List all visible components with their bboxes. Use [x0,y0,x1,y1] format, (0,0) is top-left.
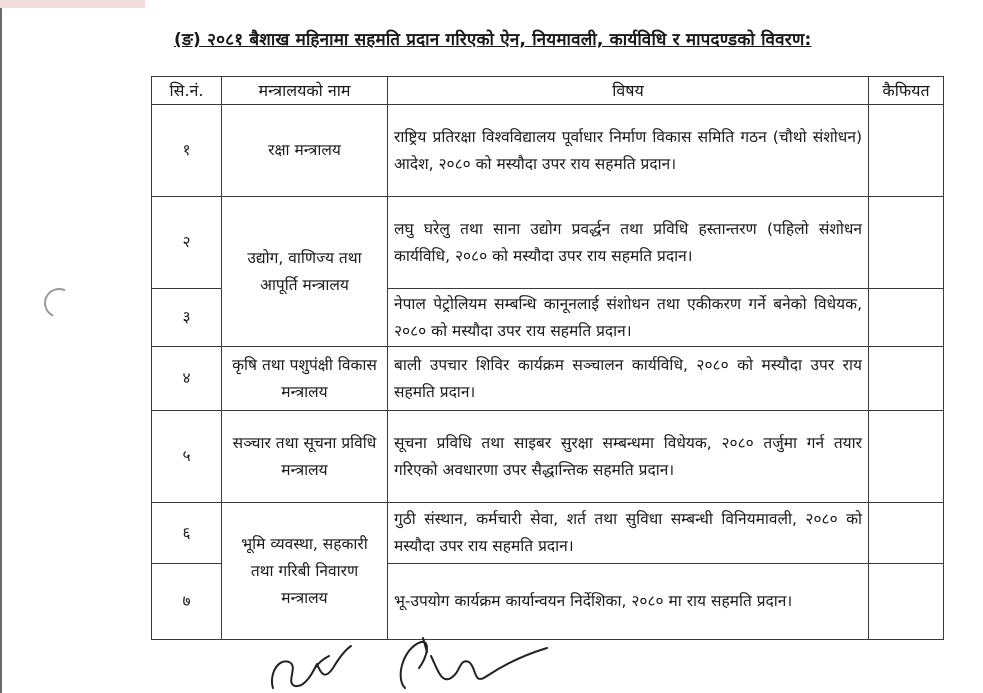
page-edge [0,0,2,693]
row-subject: बाली उपचार शिविर कार्यक्रम सञ्चालन कार्यविधि, २०८० को मस्यौदा उपर राय सहमति प्रदान। [388,347,869,411]
table-header-row [152,77,944,105]
row-subject: नेपाल पेट्रोलियम सम्बन्धि कानूनलाई संशोधन तथा एकीकरण गर्ने बनेको विधेयक, २०८० को मस्यौदा उपर राय सहमति प्रदान। [388,289,869,347]
row-subject: सूचना प्रविधि तथा साइबर सुरक्षा सम्बन्धमा विधेयक, २०८० तर्जुमा गर्न तयार गरिएको अवधारणा उपर सैद्धान्तिक सहमति प्रदान। [388,411,869,503]
section-heading: (ङ) २०८१ बैशाख महिनामा सहमति प्रदान गरिएको ऐन, नियमावली, कार्यविधि र मापदण्डको विवरण: [174,30,812,50]
row-remarks [869,347,944,411]
header-remarks: कैफियत [869,77,944,105]
row-remarks [869,289,944,347]
row-subject: राष्ट्रिय प्रतिरक्षा विश्वविद्यालय पूर्वाधार निर्माण विकास समिति गठन (चौथो संशोधन) आदेश, २०८० को मस्यौदा उपर राय सहमति प्रदान। [388,105,869,197]
row-sn: ३ [152,289,222,347]
row-ministry: रक्षा मन्त्रालय [222,105,388,197]
row-ministry: भूमि व्यवस्था, सहकारी तथा गरिबी निवारण मन्त्रालय [222,503,388,640]
row-ministry: उद्योग, वाणिज्य तथा आपूर्ति मन्त्रालय [222,197,388,347]
row-subject: गुठी संस्थान, कर्मचारी सेवा, शर्त तथा सुविधा सम्बन्धी विनियमावली, २०८० को मस्यौदा उपर राय सहमति प्रदान। [388,503,869,564]
header-sn: सि.नं. [152,77,222,105]
table-row [152,503,944,564]
row-sn: २ [152,197,222,289]
row-sn: १ [152,105,222,197]
row-remarks [869,503,944,564]
table-row [152,105,944,197]
row-remarks [869,411,944,503]
row-ministry: कृषि तथा पशुपंक्षी विकास मन्त्रालय [222,347,388,411]
table-row [152,411,944,503]
header-subject: विषय [388,77,869,105]
header-ministry: मन्त्रालयको नाम [222,77,388,105]
row-ministry: सञ्चार तथा सूचना प्रविधि मन्त्रालय [222,411,388,503]
row-subject: भू-उपयोग कार्यक्रम कार्यान्वयन निर्देशिका, २०८० मा राय सहमति प्रदान। [388,564,869,640]
table-row [152,347,944,411]
row-sn: ६ [152,503,222,564]
approval-table [151,76,944,640]
row-subject: लघु घरेलु तथा साना उद्योग प्रवर्द्धन तथा प्रविधि हस्तान्तरण (पहिलो संशोधन कार्यविधि, २०८० को मस्यौदा उपर राय सहमति प्रदान। [388,197,869,289]
punch-hole-mark [40,284,78,322]
handwritten-signatures [255,628,555,693]
row-remarks [869,105,944,197]
row-remarks [869,564,944,640]
corner-mark [0,0,145,8]
row-remarks [869,197,944,289]
row-sn: ४ [152,347,222,411]
row-sn: ५ [152,411,222,503]
row-sn: ७ [152,564,222,640]
table-row [152,197,944,289]
